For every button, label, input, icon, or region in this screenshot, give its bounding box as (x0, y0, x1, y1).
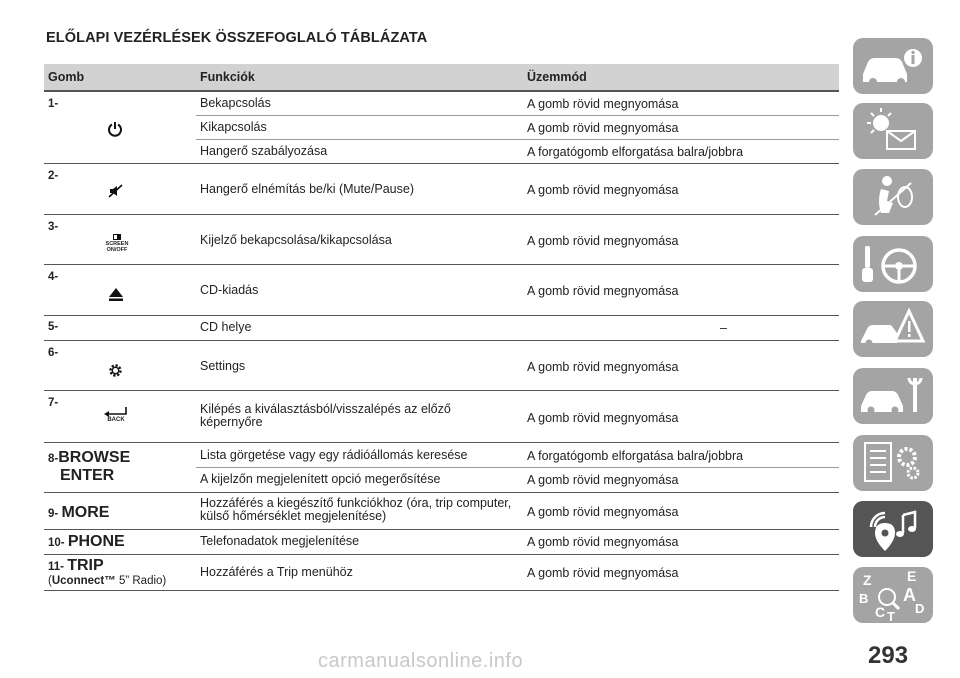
technical-data-icon (853, 435, 933, 491)
mode-text: A gomb rövid megnyomása (527, 121, 679, 135)
phone-label: PHONE (67, 533, 125, 550)
table-row (44, 341, 839, 391)
table-row (44, 265, 839, 316)
index-letter: A (903, 585, 916, 605)
row-number: 7- (48, 397, 59, 409)
mute-icon (108, 183, 124, 204)
function-text: Hangerő szabályozása (200, 144, 328, 158)
table-row (44, 555, 839, 591)
mode-text: A gomb rövid megnyomása (527, 97, 679, 111)
row-number: 11- TRIP (Uconnect™ 5” Radio) (48, 557, 167, 587)
tab-key-steering[interactable] (853, 236, 933, 292)
mode-text: A gomb rövid megnyomása (527, 505, 679, 519)
trip-label: TRIP (67, 557, 104, 574)
table-header (44, 64, 839, 92)
car-maintenance-icon (853, 368, 933, 424)
function-text: A kijelzőn megjelenített opció megerősítése (200, 472, 441, 486)
enter-label: ENTER (60, 467, 115, 484)
row-number: 6- (48, 347, 59, 359)
row-number: 9- MORE (48, 504, 110, 521)
mode-text: A gomb rövid megnyomása (527, 566, 679, 580)
function-text-line1: Hozzáférés a kiegészítő funkciókhoz (óra, trip computer, (200, 496, 512, 510)
back-label: BACK (107, 417, 125, 423)
table-row (44, 493, 839, 530)
tab-car-maintenance[interactable] (853, 368, 933, 424)
row-number: 8-BROWSE ENTER (48, 449, 131, 484)
mode-text: – (720, 321, 727, 335)
function-text: Bekapcsolás (200, 96, 271, 110)
table-row (44, 164, 839, 215)
index-letter: D (915, 601, 925, 616)
page-title: ELŐLAPI VEZÉRLÉSEK ÖSSZEFOGLALÓ TÁBLÁZATA (46, 30, 428, 46)
mode-text: A gomb rövid megnyomása (527, 535, 679, 549)
function-text: Lista görgetése vagy egy rádióállomás keresése (200, 448, 468, 462)
tab-car-info[interactable] (853, 38, 933, 94)
multimedia-icon (853, 501, 933, 557)
mode-text: A gomb rövid megnyomása (527, 360, 679, 374)
function-text-line2: külső hőmérséklet megjelenítése) (200, 509, 387, 523)
mode-text: A forgatógomb elforgatása balra/jobbra (527, 449, 744, 463)
function-text: Settings (200, 359, 246, 373)
tab-technical-data[interactable] (853, 435, 933, 491)
accident-warning-icon (853, 301, 933, 357)
table-row (44, 443, 839, 493)
more-label: MORE (61, 504, 110, 521)
power-icon (107, 121, 123, 142)
function-text-line2: képernyőre (200, 415, 263, 429)
header-functions: Funkciók (200, 70, 255, 84)
tab-index[interactable] (853, 567, 933, 623)
tab-accident-warning[interactable] (853, 301, 933, 357)
screen-label: SCREEN (105, 241, 129, 247)
tab-lights-message[interactable] (853, 103, 933, 159)
index-letters-icon (853, 567, 933, 623)
row-number: 10- PHONE (48, 533, 125, 550)
function-text: Kikapcsolás (200, 120, 267, 134)
index-letter: C (875, 604, 886, 620)
mode-text: A gomb rövid megnyomása (527, 183, 679, 197)
function-text: Hozzáférés a Trip menühöz (200, 565, 353, 579)
back-icon (102, 407, 130, 424)
uconnect-label: Uconnect™ (51, 575, 116, 587)
function-text: CD helye (200, 320, 252, 334)
watermark: carmanualsonline.info (318, 650, 524, 672)
onoff-label: ON/OFF (106, 247, 128, 253)
mode-text: A gomb rövid megnyomása (527, 284, 679, 298)
row-number: 5- (48, 321, 59, 333)
screen-onoff-icon (102, 234, 132, 253)
key-steering-wheel-icon (853, 236, 933, 292)
mode-text: A gomb rövid megnyomása (527, 234, 679, 248)
row-number: 1- (48, 98, 59, 110)
controls-table (44, 64, 839, 591)
index-letter: Z (863, 572, 872, 588)
table-row (44, 316, 839, 341)
mode-text: A forgatógomb elforgatása balra/jobbra (527, 145, 744, 159)
tab-multimedia[interactable] (853, 501, 933, 557)
header-button: Gomb (48, 70, 85, 84)
mode-text: A gomb rövid megnyomása (527, 473, 679, 487)
car-info-icon (853, 38, 933, 94)
mode-text: A gomb rövid megnyomása (527, 411, 679, 425)
table-row (44, 215, 839, 265)
row-number: 4- (48, 271, 59, 283)
eject-icon (109, 288, 123, 306)
row-number: 2- (48, 170, 59, 182)
index-letter: B (859, 591, 869, 606)
tab-airbag-seat[interactable] (853, 169, 933, 225)
settings-gear-icon (107, 362, 124, 384)
table-row (44, 530, 839, 555)
function-text-line1: Kilépés a kiválasztásból/visszalépés az előző (200, 402, 451, 416)
table-row (44, 391, 839, 443)
function-text: Kijelző bekapcsolása/kikapcsolása (200, 233, 392, 247)
header-mode: Üzemmód (527, 70, 587, 84)
browse-label: BROWSE (58, 449, 131, 466)
table-row (44, 92, 839, 164)
function-text: Telefonadatok megjelenítése (200, 534, 360, 548)
row-number: 3- (48, 221, 59, 233)
index-letter: T (887, 609, 895, 623)
function-text: CD-kiadás (200, 283, 259, 297)
page-number: 293 (868, 642, 909, 669)
function-text: Hangerő elnémítás be/ki (Mute/Pause) (200, 182, 414, 196)
index-letter: E (907, 568, 917, 584)
airbag-seat-icon (853, 169, 933, 225)
lights-message-icon (853, 103, 933, 159)
